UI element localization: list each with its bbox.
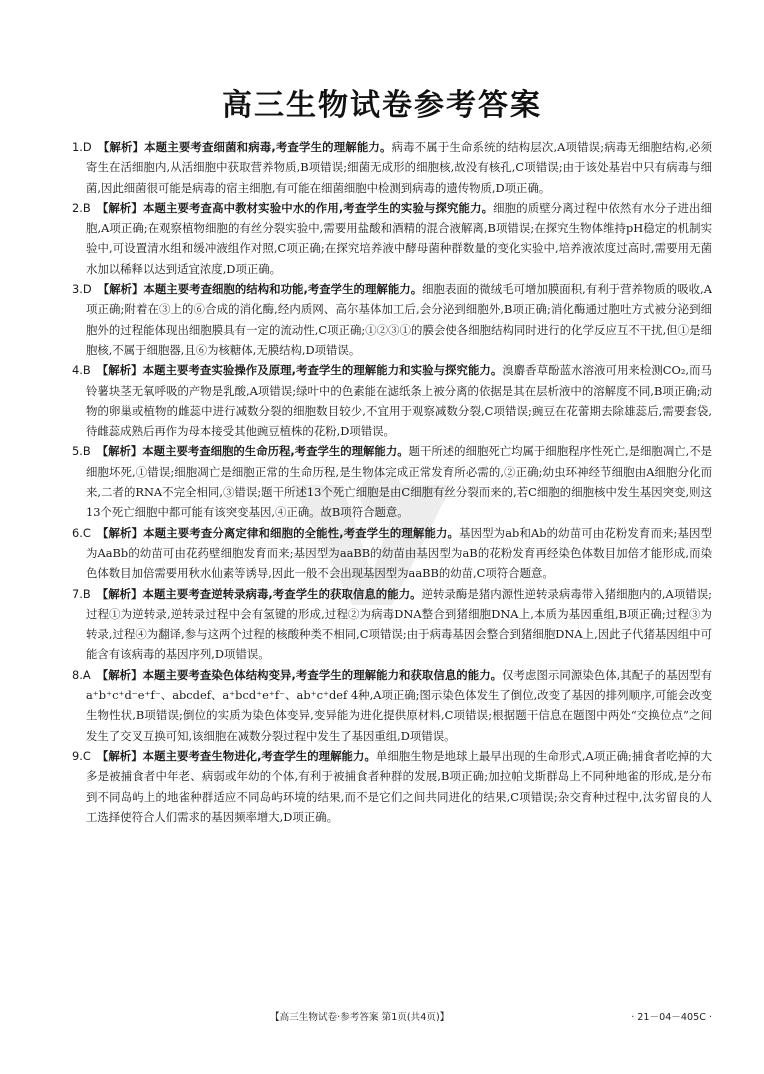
analysis-lead: 本题主要考查细胞的生命历程,考查学生的理解能力。 [142,444,409,459]
answer-item-4 [72,360,712,441]
analysis-tag: 【解析】 [96,586,143,601]
analysis-body: 题干所述的细胞死亡均属于细胞程序性死亡,是细胞凋亡,不是细胞坏死,①错误;细胞凋亡是细胞正常的生命历程,是生物体完成正常发育所必需的,②正确;幼虫环神经节细胞由A细胞分化而来,二者的RNA不完全相同,③错误;题干所述13个死亡细胞是由C细胞有丝分裂而来的,若C细胞的细胞核中发生基因突变,则这13个死亡细胞中都可能有该突变基因,④正确。故B项符合题意。 [86,444,713,520]
answer-letter: A [82,667,91,682]
question-number: 9. [72,748,83,763]
question-number: 7. [72,586,83,601]
analysis-lead: 本题主要考查细胞的结构和功能,考查学生的理解能力。 [143,282,423,297]
question-number: 8. [72,667,83,682]
analysis-body: 逆转录酶是猪内源性逆转录病毒带入猪细胞内的,A项错误;过程①为逆转录,逆转录过程中会有氢键的形成,过程②为病毒DNA整合到猪细胞DNA上,本质为基因重组,B项正确;过程③为转录,过程④为翻译,参与这两个过程的核酸种类不相同,C项错误;由于病毒基因会整合到猪细胞DNA上,因此子代猪基因组中可能含有该病毒的基因序列,D项错误。 [86,586,712,662]
answer-item-1 [72,137,712,198]
answer-item-2 [72,198,712,279]
analysis-tag: 【解析】 [96,525,144,540]
answer-letter: B [82,200,91,215]
answer-letter: D [82,282,92,297]
answer-letter: B [82,444,91,459]
answer-letter: D [82,140,92,154]
answer-item-7 [72,584,712,665]
question-number: 1. [72,140,83,154]
answer-letter: C [82,525,91,540]
analysis-tag: 【解析】 [96,444,143,459]
analysis-lead: 本题主要考查细菌和病毒,考查学生的理解能力。 [144,140,392,154]
analysis-lead: 本题主要考查分离定律和细胞的全能性,考查学生的理解能力。 [143,525,460,540]
analysis-tag: 【解析】 [96,667,143,682]
question-number: 2. [72,200,83,215]
answer-item-6 [72,523,712,584]
analysis-tag: 【解析】 [96,200,143,215]
analysis-tag: 【解析】 [96,363,143,378]
analysis-body: 仅考虑图示同源染色体,其配子的基因型有a⁺b⁺c⁺d⁻e⁺f⁻、abcdef、a⁺bcd⁺e⁺f⁻、ab⁺c⁺def 4种,A项正确;图示染色体发生了倒位,改变了基因的排列顺序,可能会改变生物性状,B项错误;倒位的实质为染色体变异,变异能为进化提供原材料,C项错误;根据题干信息在题图中两处“交换位点”之间发生了交叉互换可知,该细胞在减数分裂过程中发生了基因重组,D项错误。 [86,667,712,743]
answer-letter: C [82,748,91,763]
analysis-body: 单细胞生物是地球上最早出现的生命形式,A项正确;捕食者吃掉的大多是被捕食者中年老、病弱或年幼的个体,有利于被捕食者种群的发展,B项正确;加拉帕戈斯群岛上不同种地雀的形成,是分布到不同岛屿上的地雀种群适应不同岛屿环境的结果,而不是它们之间共同进化的结果,C项错误;杂交育种过程中,汰劣留良的人工选择使符合人们需求的基因频率增大,D项正确。 [86,748,712,824]
analysis-lead: 本题主要考查染色体结构变异,考查学生的理解能力和获取信息的能力。 [142,667,503,682]
footer-page-info: 【高三生物试卷·参考答案 第1页(共4页)】 [270,1012,450,1023]
answer-item-9 [72,746,712,827]
analysis-body: 溴麝香草酚蓝水溶液可用来检测CO₂,而马铃薯块茎无氧呼吸的产物是乳酸,A项错误;绿叶中的色素能在滤纸条上被分离的依据是其在层析液中的溶解度不同,B项正确;动物的卵巢或植物的雌蕊中进行减数分裂的细胞数目较少,不宜用于观察减数分裂,C项错误;豌豆在花蕾期去除雄蕊后,需要套袋,待雌蕊成熟后再作为母本接受其他豌豆植株的花粉,D项错误。 [86,363,712,439]
question-number: 6. [72,525,83,540]
page-title: 高三生物试卷参考答案 [222,88,542,123]
analysis-tag: 【解析】 [97,140,145,154]
analysis-lead: 本题主要考查逆转录病毒,考查学生的获取信息的能力。 [142,586,422,601]
analysis-tag: 【解析】 [97,282,144,297]
analysis-lead: 本题主要考查高中教材实验中水的作用,考查学生的实验与探究能力。 [142,200,494,215]
answer-list [72,137,712,827]
answer-item-8 [72,665,712,746]
analysis-tag: 【解析】 [96,748,143,763]
answer-letter: B [82,586,91,601]
answer-item-5 [72,441,712,522]
question-number: 3. [72,282,83,297]
analysis-body: 细胞表面的微绒毛可增加膜面积,有利于营养物质的吸收,A项正确;附着在③上的⑥合成的消化酶,经内质网、高尔基体加工后,会分泌到细胞外,B项正确;消化酶通过胞吐方式被分泌到细胞外的过程能体现出细胞膜具有一定的流动性,C项正确;①②③①的膜会使各细胞结构同时进行的化学反应互不干扰,但①是细胞核,不属于细胞器,且⑥为核糖体,无膜结构,D项错误。 [86,282,712,357]
analysis-lead: 本题主要考查实验操作及原理,考查学生的理解能力和实验与探究能力。 [142,363,503,378]
question-number: 4. [72,363,83,378]
answer-letter: B [82,363,91,378]
analysis-body: 病毒不属于生命系统的结构层次,A项错误;病毒无细胞结构,必须寄生在活细胞内,从活细胞中获取营养物质,B项错误;细菌无成形的细胞核,故没有核孔,C项错误;由于该处基岩中只有病毒与细菌,因此细菌很可能是病毒的宿主细胞,有可能在细菌细胞中检测到病毒的遗传物质,D项正确。 [86,140,712,195]
question-number: 5. [72,444,83,459]
analysis-body: 基因型为ab和Ab的幼苗可由花粉发育而来;基因型为AaBb的幼苗可由花药壁细胞发育而来;基因型为aaBB的幼苗由基因型为aB的花粉发育再经染色体数目加倍才能形成,而染色体数目加倍需要用秋水仙素等诱导,因此一般不会出现基因型为aaBB的幼苗,C项符合题意。 [86,525,712,581]
answer-item-3 [72,279,712,360]
analysis-body: 细胞的质壁分离过程中依然有水分子进出细胞,A项正确;在观察植物细胞的有丝分裂实验中,需要用盐酸和酒精的混合液解离,B项错误;在探究生物体维持pH稳定的机制实验中,可设置清水组和缓冲液组作对照,C项正确;在探究培养液中酵母菌种群数量的变化实验中,培养液浓度过高时,需要用无菌水加以稀释以达到适宜浓度,D项正确。 [86,200,712,276]
footer-code: · 21－04－405C · [631,1012,712,1023]
analysis-lead: 本题主要考查生物进化,考查学生的理解能力。 [142,748,376,763]
